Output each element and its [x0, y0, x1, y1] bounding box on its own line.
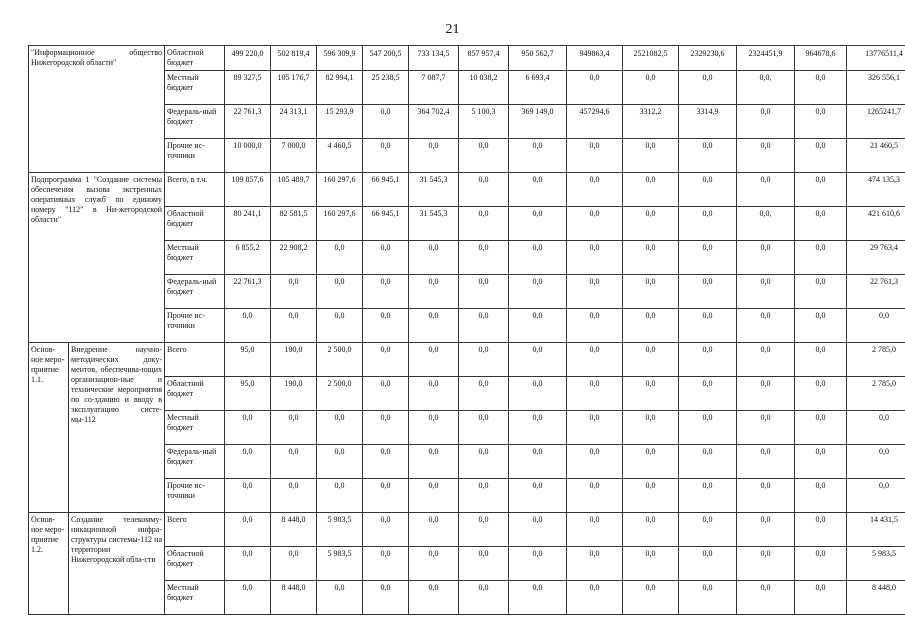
value-cell: 8 448,0 — [271, 581, 317, 615]
value-cell: 0,0 — [737, 377, 795, 411]
value-cell: 0,0 — [795, 445, 847, 479]
funding-source: Областной бюджет — [165, 547, 225, 581]
value-cell: 0,0 — [795, 581, 847, 615]
value-cell: 0,0 — [567, 581, 623, 615]
value-cell: 0,0 — [459, 581, 509, 615]
value-cell: 0,0 — [737, 139, 795, 173]
value-cell: 0,0 — [509, 377, 567, 411]
value-cell: 0,0 — [509, 581, 567, 615]
value-cell: 0,0 — [567, 547, 623, 581]
value-cell: 0,0 — [363, 445, 409, 479]
value-cell: 0,0 — [509, 411, 567, 445]
value-cell: 0,0 — [317, 445, 363, 479]
value-cell: 0,0 — [225, 547, 271, 581]
value-cell: 2 500,0 — [317, 343, 363, 377]
value-cell: 0,0 — [679, 173, 737, 207]
value-cell: 0,0 — [795, 343, 847, 377]
value-cell: 0,0 — [623, 275, 679, 309]
value-cell: 0,0 — [623, 479, 679, 513]
value-cell: 0,0 — [459, 309, 509, 343]
funding-source: Федераль-ный бюджет — [165, 275, 225, 309]
table-body — [29, 46, 905, 615]
value-cell: 0,0 — [679, 377, 737, 411]
value-cell: 0,0 — [271, 309, 317, 343]
value-cell: 596 309,9 — [317, 46, 363, 71]
value-cell: 0,0 — [363, 309, 409, 343]
value-cell: 15 293,9 — [317, 105, 363, 139]
value-cell: 0,0 — [679, 139, 737, 173]
value-cell: 0,0 — [409, 139, 459, 173]
value-cell: 0,0 — [363, 411, 409, 445]
value-cell: 95,0 — [225, 343, 271, 377]
value-cell: 0,0 — [623, 139, 679, 173]
value-cell: 0,0 — [509, 479, 567, 513]
value-cell: 0,0 — [623, 71, 679, 105]
value-cell: 22 761,3 — [225, 105, 271, 139]
value-cell: 0,0 — [459, 343, 509, 377]
value-cell: 326 556,1 — [847, 71, 905, 105]
value-cell: 0,0 — [459, 547, 509, 581]
table-row — [29, 343, 905, 377]
value-cell: 0,0 — [317, 411, 363, 445]
value-cell: 0,0 — [567, 275, 623, 309]
value-cell: 10 000,0 — [225, 139, 271, 173]
value-cell: 0,0 — [409, 309, 459, 343]
value-cell: 0,0 — [317, 309, 363, 343]
value-cell: 0,0 — [623, 207, 679, 241]
value-cell: 0,0 — [847, 309, 905, 343]
table-row — [29, 173, 905, 207]
value-cell: 0,0 — [409, 275, 459, 309]
value-cell: 0,0 — [271, 411, 317, 445]
value-cell: 0,0 — [363, 377, 409, 411]
value-cell: 0,0 — [737, 479, 795, 513]
value-cell: 0,0 — [363, 105, 409, 139]
value-cell: 0,0 — [795, 309, 847, 343]
value-cell: 0,0 — [623, 411, 679, 445]
value-cell: 0,0 — [795, 105, 847, 139]
value-cell: 0,0 — [225, 581, 271, 615]
value-cell: 0,0 — [363, 479, 409, 513]
value-cell: 80 241,1 — [225, 207, 271, 241]
value-cell: 22 761,3 — [225, 275, 271, 309]
value-cell: 0,0 — [679, 343, 737, 377]
value-cell: 0,0 — [737, 513, 795, 547]
value-cell: 0,0 — [795, 275, 847, 309]
value-cell: 0,0 — [509, 173, 567, 207]
value-cell: 0,0 — [795, 513, 847, 547]
value-cell: 0,0 — [623, 173, 679, 207]
table-row — [29, 46, 905, 71]
funding-source: Прочие ис-точники — [165, 139, 225, 173]
value-cell: 0,0 — [737, 411, 795, 445]
value-cell: 0,0 — [623, 377, 679, 411]
value-cell: 0,0 — [459, 241, 509, 275]
value-cell: 3314,9 — [679, 105, 737, 139]
value-cell: 0,0 — [409, 547, 459, 581]
value-cell: 7 000,0 — [271, 139, 317, 173]
value-cell: 0,0 — [567, 343, 623, 377]
value-cell: 0,0 — [847, 411, 905, 445]
value-cell: 0,0 — [567, 173, 623, 207]
funding-source: Всего — [165, 343, 225, 377]
value-cell: 0,0 — [795, 479, 847, 513]
value-cell: 0,0 — [567, 309, 623, 343]
value-cell: 0,0 — [509, 547, 567, 581]
value-cell: 0,0 — [847, 479, 905, 513]
table-row — [29, 513, 905, 547]
value-cell: 0,0 — [737, 241, 795, 275]
value-cell: 0,0 — [459, 275, 509, 309]
value-cell: 0,0 — [225, 513, 271, 547]
value-cell: 0,0 — [623, 343, 679, 377]
value-cell: 160 297,6 — [317, 207, 363, 241]
value-cell: 0,0 — [225, 411, 271, 445]
value-cell: 0,0 — [737, 173, 795, 207]
value-cell: 22 908,2 — [271, 241, 317, 275]
value-cell: 0,0 — [509, 139, 567, 173]
value-cell: 0,0 — [679, 275, 737, 309]
value-cell: 0,0 — [737, 343, 795, 377]
value-cell: 31 545,3 — [409, 207, 459, 241]
value-cell: 0,0 — [623, 547, 679, 581]
value-cell: 0,0 — [271, 445, 317, 479]
value-cell: 949863,4 — [567, 46, 623, 71]
value-cell: 0,0 — [795, 207, 847, 241]
value-cell: 0,0 — [459, 445, 509, 479]
program-title: "Информационное общество Нижегородской области" — [29, 46, 165, 173]
value-cell: 0,0 — [225, 309, 271, 343]
budget-table — [28, 45, 905, 615]
value-cell: 0,0 — [225, 445, 271, 479]
measure-label: Основ-ное меро-приятие 1.2. — [29, 513, 69, 615]
value-cell: 190,0 — [271, 377, 317, 411]
value-cell: 0,0 — [271, 275, 317, 309]
value-cell: 0,0 — [317, 241, 363, 275]
value-cell: 0,0 — [363, 139, 409, 173]
value-cell: 7 087,7 — [409, 71, 459, 105]
value-cell: 5 100,3 — [459, 105, 509, 139]
value-cell: 0,0 — [509, 513, 567, 547]
value-cell: 0,0 — [409, 513, 459, 547]
value-cell: 0,0 — [679, 445, 737, 479]
value-cell: 2 785,0 — [847, 343, 905, 377]
value-cell: 0,0 — [679, 547, 737, 581]
value-cell: 190,0 — [271, 343, 317, 377]
value-cell: 0,0 — [271, 479, 317, 513]
value-cell: 0,0 — [623, 309, 679, 343]
program-title: Подпрограмма 1 "Создание системы обеспечения вызова экстренных оперативных служб по единому номеру "112" в Ни-жегородской области" — [29, 173, 165, 343]
value-cell: 6 693,4 — [509, 71, 567, 105]
value-cell: 0,0 — [567, 71, 623, 105]
value-cell: 0,0 — [317, 275, 363, 309]
value-cell: 0,0 — [567, 411, 623, 445]
value-cell: 0,0 — [737, 309, 795, 343]
value-cell: 421 610,6 — [847, 207, 905, 241]
value-cell: 0,0 — [363, 343, 409, 377]
value-cell: 0,0 — [847, 445, 905, 479]
value-cell: 0,0 — [567, 479, 623, 513]
value-cell: 502 819,4 — [271, 46, 317, 71]
funding-source: Областной бюджет — [165, 377, 225, 411]
value-cell: 0,0 — [737, 445, 795, 479]
funding-source: Всего, в т.ч. — [165, 173, 225, 207]
value-cell: 0,0 — [679, 581, 737, 615]
value-cell: 0,0 — [567, 377, 623, 411]
value-cell: 733 134,5 — [409, 46, 459, 71]
value-cell: 0,0 — [737, 547, 795, 581]
value-cell: 0,0 — [363, 513, 409, 547]
value-cell: 2329230,6 — [679, 46, 737, 71]
funding-source: Прочие ис-точники — [165, 309, 225, 343]
value-cell: 0,0 — [679, 71, 737, 105]
value-cell: 13776511,4 — [847, 46, 905, 71]
funding-source: Местный бюджет — [165, 241, 225, 275]
value-cell: 499 220,0 — [225, 46, 271, 71]
value-cell: 105 176,7 — [271, 71, 317, 105]
value-cell: 29 763,4 — [847, 241, 905, 275]
value-cell: 0,0 — [363, 547, 409, 581]
value-cell: 0,0 — [363, 241, 409, 275]
value-cell: 0,0 — [679, 207, 737, 241]
funding-source: Федераль-ный бюджет — [165, 445, 225, 479]
value-cell: 0,0 — [567, 513, 623, 547]
value-cell: 89 327,5 — [225, 71, 271, 105]
value-cell: 0,0 — [567, 139, 623, 173]
value-cell: 0,0 — [459, 377, 509, 411]
page-number: 21 — [445, 22, 460, 37]
value-cell: 0,0 — [679, 309, 737, 343]
value-cell: 10 038,2 — [459, 71, 509, 105]
value-cell: 0,0 — [409, 343, 459, 377]
value-cell: 0,0 — [459, 513, 509, 547]
measure-title: Внедрение научно-методических доку-ментов, обеспечива-ющих организацион-ные и технические мероприятия по со-зданию и вводу в эксплуатацию систе-мы-112 — [69, 343, 165, 513]
value-cell: 0,0 — [409, 411, 459, 445]
value-cell: 0,0 — [737, 275, 795, 309]
value-cell: 14 431,5 — [847, 513, 905, 547]
value-cell: 0,0 — [459, 207, 509, 241]
value-cell: 0,0 — [795, 139, 847, 173]
value-cell: 3312,2 — [623, 105, 679, 139]
funding-source: Областной бюджет — [165, 207, 225, 241]
value-cell: 0,0 — [567, 207, 623, 241]
value-cell: 82 581,5 — [271, 207, 317, 241]
value-cell: 0,0 — [509, 275, 567, 309]
value-cell: 0,0 — [623, 513, 679, 547]
value-cell: 5 983,5 — [317, 547, 363, 581]
value-cell: 5 983,5 — [317, 513, 363, 547]
value-cell: 6 855,2 — [225, 241, 271, 275]
value-cell: 8 448,0 — [847, 581, 905, 615]
value-cell: 0,0 — [679, 411, 737, 445]
value-cell: 457294,6 — [567, 105, 623, 139]
value-cell: 82 994,1 — [317, 71, 363, 105]
value-cell: 22 761,3 — [847, 275, 905, 309]
value-cell: 0,0 — [317, 581, 363, 615]
value-cell: 0,0 — [567, 241, 623, 275]
value-cell: 31 545,3 — [409, 173, 459, 207]
value-cell: 547 200,5 — [363, 46, 409, 71]
value-cell: 0,0, — [737, 71, 795, 105]
value-cell: 66 945,1 — [363, 173, 409, 207]
value-cell: 0,0 — [225, 479, 271, 513]
funding-source: Федераль-ный бюджет — [165, 105, 225, 139]
value-cell: 0,0 — [459, 139, 509, 173]
value-cell: 0,0 — [679, 479, 737, 513]
value-cell: 0,0 — [509, 241, 567, 275]
value-cell: 0,0 — [679, 513, 737, 547]
value-cell: 0,0 — [363, 581, 409, 615]
funding-source: Местный бюджет — [165, 411, 225, 445]
value-cell: 0,0 — [795, 377, 847, 411]
value-cell: 0,0 — [509, 343, 567, 377]
value-cell: 0,0 — [409, 581, 459, 615]
value-cell: 0,0 — [737, 581, 795, 615]
value-cell: 160 297,6 — [317, 173, 363, 207]
value-cell: 0,0 — [459, 411, 509, 445]
value-cell: 0,0 — [623, 241, 679, 275]
value-cell: 0,0 — [679, 241, 737, 275]
value-cell: 24 313,1 — [271, 105, 317, 139]
value-cell: 109 857,6 — [225, 173, 271, 207]
value-cell: 0,0 — [737, 105, 795, 139]
value-cell: 95,0 — [225, 377, 271, 411]
value-cell: 0,0 — [509, 309, 567, 343]
value-cell: 21 460,5 — [847, 139, 905, 173]
value-cell: 5 983,5 — [847, 547, 905, 581]
value-cell: 2 785,0 — [847, 377, 905, 411]
value-cell: 0,0 — [795, 173, 847, 207]
value-cell: 964678,6 — [795, 46, 847, 71]
value-cell: 0,0 — [459, 173, 509, 207]
value-cell: 2521082,5 — [623, 46, 679, 71]
funding-source: Прочие ис-точники — [165, 479, 225, 513]
value-cell: 25 238,5 — [363, 71, 409, 105]
value-cell: 0,0, — [737, 207, 795, 241]
value-cell: 1265241,7 — [847, 105, 905, 139]
value-cell: 0,0 — [409, 241, 459, 275]
funding-source: Местный бюджет — [165, 581, 225, 615]
value-cell: 0,0 — [509, 207, 567, 241]
value-cell: 0,0 — [795, 411, 847, 445]
value-cell: 950 562,7 — [509, 46, 567, 71]
value-cell: 369 149,0 — [509, 105, 567, 139]
value-cell: 0,0 — [409, 377, 459, 411]
funding-source: Всего — [165, 513, 225, 547]
value-cell: 8 448,0 — [271, 513, 317, 547]
value-cell: 0,0 — [459, 479, 509, 513]
funding-source: Областной бюджет — [165, 46, 225, 71]
value-cell: 364 702,4 — [409, 105, 459, 139]
funding-source: Местный бюджет — [165, 71, 225, 105]
value-cell: 0,0 — [795, 547, 847, 581]
value-cell: 0,0 — [623, 581, 679, 615]
value-cell: 66 945,1 — [363, 207, 409, 241]
value-cell: 0,0 — [795, 241, 847, 275]
value-cell: 2324451,9 — [737, 46, 795, 71]
value-cell: 0,0 — [409, 445, 459, 479]
value-cell: 857 957,4 — [459, 46, 509, 71]
measure-title: Создание телекомму-никационной инфра-структуры системы-112 на территории Нижегородской обла-сти — [69, 513, 165, 615]
value-cell: 0,0 — [363, 275, 409, 309]
value-cell: 0,0 — [317, 479, 363, 513]
value-cell: 0,0 — [409, 479, 459, 513]
value-cell: 474 135,3 — [847, 173, 905, 207]
value-cell: 0,0 — [623, 445, 679, 479]
value-cell: 0,0 — [509, 445, 567, 479]
value-cell: 4 460,5 — [317, 139, 363, 173]
value-cell: 2 500,0 — [317, 377, 363, 411]
value-cell: 0,0 — [567, 445, 623, 479]
value-cell: 0,0 — [271, 547, 317, 581]
value-cell: 105 489,7 — [271, 173, 317, 207]
measure-label: Основ-ное меро-приятие 1.1. — [29, 343, 69, 513]
value-cell: 0,0 — [795, 71, 847, 105]
